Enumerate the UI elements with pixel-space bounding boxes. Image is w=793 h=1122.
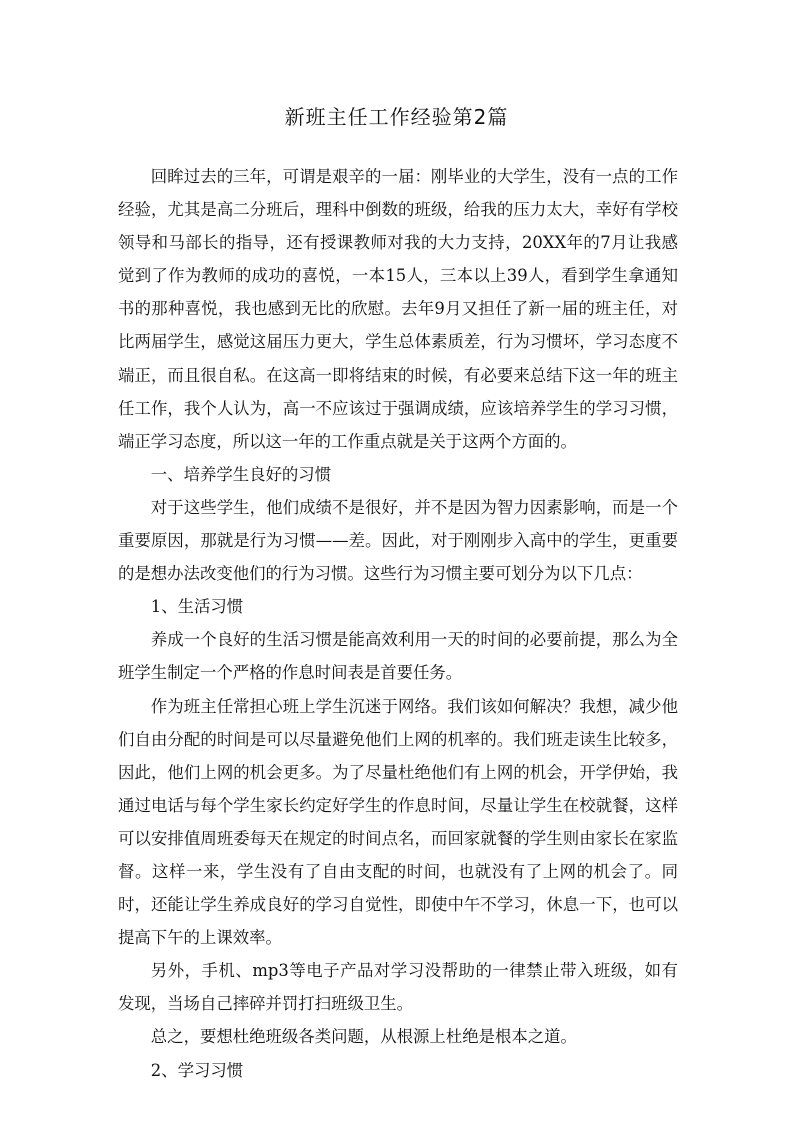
paragraph-devices: 另外，手机、mp3等电子产品对学习没帮助的一律禁止带入班级，如有发现，当场自己摔碎并罚打扫班级卫生。 [118,961,678,1014]
paragraph-habits-intro: 对于这些学生，他们成绩不是很好，并不是因为智力因素影响，而是一个重要原因，那就是行为习惯——差。因此，对于刚刚步入高中的学生，更重要的是想办法改变他们的行为习惯。这些行为习惯主要可划分为以下几点： [118,497,678,584]
section-heading-habits: 一、培养学生良好的习惯 [150,464,332,484]
document-body [118,160,678,1087]
paragraph-summary: 总之，要想杜绝班级各类问题，从根源上杜绝是根本之道。 [150,1027,577,1047]
paragraph-schedule: 养成一个良好的生活习惯是能高效利用一天的时间的必要前提，那么为全班学生制定一个严格的作息时间表是首要任务。 [118,630,678,683]
document-title: 新班主任工作经验第2篇 [284,105,509,129]
paragraph-intro: 回眸过去的三年，可谓是艰辛的一届：刚毕业的大学生，没有一点的工作经验，尤其是高二分班后，理科中倒数的班级，给我的压力太大，幸好有学校领导和马部长的指导，还有授课教师对我的大力支持，20XX年的7月让我感觉到了作为教师的成功的喜悦，一本15人，三本以上39人，看到学生拿通知书的那种喜悦，我也感到无比的欣慰。去年9月又担任了新一届的班主任，对比两届学生，感觉这届压力更大，学生总体素质差，行为习惯坏，学习态度不端正，而且很自私。在这高一即将结束的时候，有必要来总结下这一年的班主任工作，我个人认为，高一不应该过于强调成绩，应该培养学生的学习习惯，端正学习态度，所以这一年的工作重点就是关于这两个方面的。 [118,167,678,451]
paragraph-internet: 作为班主任常担心班上学生沉迷于网络。我们该如何解决？我想，减少他们自由分配的时间是可以尽量避免他们上网的机率的。我们班走读生比较多，因此，他们上网的机会更多。为了尽量杜绝他们有上网的机会，开学伊始，我通过电话与每个学生家长约定好学生的作息时间，尽量让学生在校就餐，这样可以安排值周班委每天在规定的时间点名，而回家就餐的学生则由家长在家监督。这样一来，学生没有了自由支配的时间，也就没有了上网的机会了。同时，还能让学生养成良好的学习自觉性，即使中午不学习，休息一下，也可以提高下午的上课效率。 [118,696,678,948]
subheading-study-habits: 2、学习习惯 [150,1060,244,1080]
subheading-life-habits: 1、生活习惯 [150,597,244,617]
